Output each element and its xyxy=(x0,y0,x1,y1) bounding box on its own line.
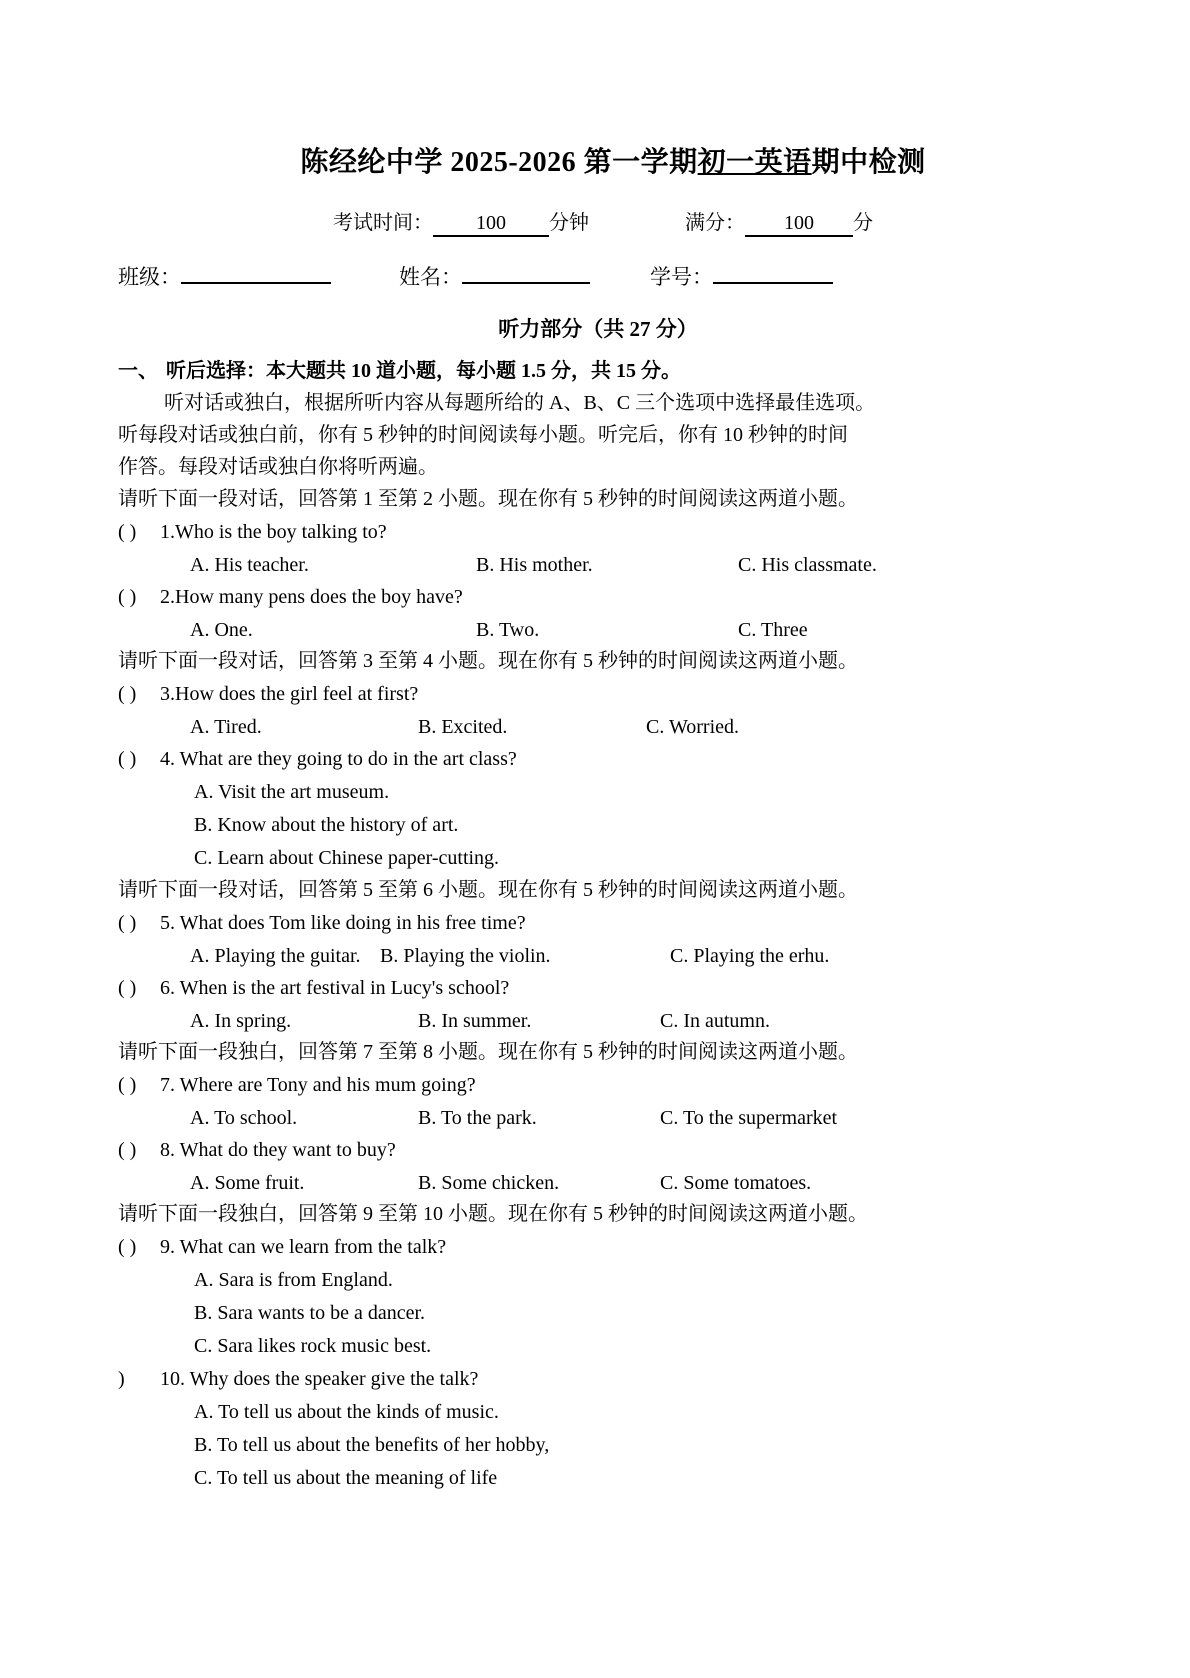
question-7-option-c[interactable]: C. To the supermarket xyxy=(660,1107,838,1129)
question-5-stem: What does Tom like doing in his free time? xyxy=(179,912,526,934)
question-8-option-b[interactable]: B. Some chicken. xyxy=(418,1172,560,1194)
question-7-stem: Where are Tony and his mum going? xyxy=(179,1074,476,1096)
question-1-stem: Who is the boy talking to? xyxy=(175,521,387,543)
question-2-option-a[interactable]: A. One. xyxy=(190,619,253,641)
class-label: 班级： xyxy=(118,265,181,289)
question-5-answer-box[interactable]: ( ) xyxy=(118,912,137,934)
question-2-answer-box[interactable]: ( ) xyxy=(118,586,137,608)
student-id-input-blank[interactable] xyxy=(713,262,833,284)
question-6-number: 6. xyxy=(160,977,180,999)
instruction-line-2-row xyxy=(118,420,1058,450)
question-4-option-b[interactable]: B. Know about the history of art. xyxy=(194,814,459,836)
title-underlined-subject: 初一英语 xyxy=(697,147,812,178)
full-score-value: 100 xyxy=(745,212,853,237)
question-6-option-a[interactable]: A. In spring. xyxy=(190,1010,292,1032)
question-10-answer-box[interactable]: ) xyxy=(118,1368,125,1390)
question-3-answer-box[interactable]: ( ) xyxy=(118,683,137,705)
page-title xyxy=(118,140,1058,180)
question-8-options xyxy=(118,1168,1058,1197)
question-8-option-a[interactable]: A. Some fruit. xyxy=(190,1172,305,1194)
question-2-option-c[interactable]: C. Three xyxy=(738,619,808,641)
question-5-option-a[interactable]: A. Playing the guitar. xyxy=(190,945,361,967)
question-5-stem-row xyxy=(118,908,1058,938)
question-7-answer-box[interactable]: ( ) xyxy=(118,1074,137,1096)
student-id-label: 学号： xyxy=(650,265,713,289)
question-5-options xyxy=(118,941,1058,970)
question-1-answer-box[interactable]: ( ) xyxy=(118,521,137,543)
question-8-number: 8. xyxy=(160,1139,180,1161)
question-7-stem-row xyxy=(118,1070,1058,1100)
question-2-option-b[interactable]: B. Two. xyxy=(476,619,540,641)
name-input-blank[interactable] xyxy=(462,262,590,284)
instruction-line-3: 作答。每段对话或独白你将听两遍。 xyxy=(118,456,438,478)
question-6-stem-row xyxy=(118,973,1058,1003)
question-9-option-c[interactable]: C. Sara likes rock music best. xyxy=(194,1335,432,1357)
question-7-option-a[interactable]: A. To school. xyxy=(190,1107,298,1129)
question-9-option-b[interactable]: B. Sara wants to be a dancer. xyxy=(194,1302,426,1324)
question-7-number: 7. xyxy=(160,1074,180,1096)
listening-cue-1-2: 请听下面一段对话，回答第 1 至第 2 小题。现在你有 5 秒钟的时间阅读这两道小题。 xyxy=(118,488,858,510)
title-after: 期中检测 xyxy=(811,147,926,178)
question-10-number: 10. xyxy=(160,1368,190,1390)
question-9-stem: What can we learn from the talk? xyxy=(179,1236,447,1258)
question-4-answer-box[interactable]: ( ) xyxy=(118,748,137,770)
listening-cue-3-4: 请听下面一段对话，回答第 3 至第 4 小题。现在你有 5 秒钟的时间阅读这两道小题。 xyxy=(118,650,858,672)
question-9-answer-box[interactable]: ( ) xyxy=(118,1236,137,1258)
question-8-stem: What do they want to buy? xyxy=(179,1139,396,1161)
listening-cue-7-8: 请听下面一段独白，回答第 7 至第 8 小题。现在你有 5 秒钟的时间阅读这两道小题。 xyxy=(118,1041,858,1063)
class-input-blank[interactable] xyxy=(181,262,331,284)
question-10-option-b[interactable]: B. To tell us about the benefits of her hobby, xyxy=(194,1434,550,1456)
question-5-option-b[interactable]: B. Playing the violin. xyxy=(380,945,551,967)
name-field xyxy=(399,261,590,291)
exam-duration-label: 考试时间： xyxy=(333,212,433,234)
question-4-stem: What are they going to do in the art class? xyxy=(179,748,517,770)
question-1-option-a[interactable]: A. His teacher. xyxy=(190,554,309,576)
question-9-stem-row xyxy=(118,1232,1058,1262)
question-8-option-c[interactable]: C. Some tomatoes. xyxy=(660,1172,812,1194)
instruction-line-2: 听每段对话或独白前，你有 5 秒钟的时间阅读每小题。听完后，你有 10 秒钟的时间 xyxy=(118,424,848,446)
listening-section-heading: 听力部分（共 27 分） xyxy=(498,317,698,341)
question-3-options xyxy=(118,712,1058,741)
question-2-stem: How many pens does the boy have? xyxy=(175,586,463,608)
listening-cue-9-10: 请听下面一段独白，回答第 9 至第 10 小题。现在你有 5 秒钟的时间阅读这两道小题。 xyxy=(118,1203,868,1225)
question-1-number: 1. xyxy=(160,521,175,543)
exam-duration-field xyxy=(333,206,589,237)
part-one-instructions xyxy=(118,388,1058,418)
full-score-label: 满分： xyxy=(685,212,745,234)
question-3-stem: How does the girl feel at first? xyxy=(175,683,419,705)
question-10-stem: Why does the speaker give the talk? xyxy=(189,1368,479,1390)
student-id-field xyxy=(650,261,833,291)
page-content xyxy=(118,0,1058,1493)
question-10-option-c[interactable]: C. To tell us about the meaning of life xyxy=(194,1467,498,1489)
question-5-option-c[interactable]: C. Playing the erhu. xyxy=(670,945,830,967)
question-3-option-a[interactable]: A. Tired. xyxy=(190,716,262,738)
question-10-stem-row xyxy=(118,1364,1058,1394)
part-one-number: 一、 xyxy=(118,360,158,382)
question-8-stem-row xyxy=(118,1135,1058,1165)
full-score-field xyxy=(685,206,873,237)
exam-duration-unit: 分钟 xyxy=(549,212,589,234)
listening-cue-5-6: 请听下面一段对话，回答第 5 至第 6 小题。现在你有 5 秒钟的时间阅读这两道小题。 xyxy=(118,879,858,901)
instruction-line-1: 听对话或独白，根据所听内容从每题所给的 A、B、C 三个选项中选择最佳选项。 xyxy=(164,392,876,414)
class-field xyxy=(118,261,331,291)
question-1-options xyxy=(118,550,1058,579)
student-info-line xyxy=(118,261,1058,291)
question-1-option-b[interactable]: B. His mother. xyxy=(476,554,593,576)
question-7-option-b[interactable]: B. To the park. xyxy=(418,1107,537,1129)
question-9-option-a[interactable]: A. Sara is from England. xyxy=(194,1269,393,1291)
question-3-stem-row xyxy=(118,679,1058,709)
part-one-heading-text: 听后选择：本大题共 10 道小题，每小题 1.5 分，共 15 分。 xyxy=(166,360,681,382)
question-3-option-b[interactable]: B. Excited. xyxy=(418,716,508,738)
question-3-number: 3. xyxy=(160,683,175,705)
question-4-option-a[interactable]: A. Visit the art museum. xyxy=(194,781,390,803)
question-6-option-c[interactable]: C. In autumn. xyxy=(660,1010,770,1032)
question-6-options xyxy=(118,1006,1058,1035)
question-4-option-c[interactable]: C. Learn about Chinese paper-cutting. xyxy=(194,847,500,869)
part-one-heading xyxy=(118,357,1058,386)
exam-meta-line xyxy=(118,206,1058,237)
question-7-options xyxy=(118,1103,1058,1132)
question-10-option-a[interactable]: A. To tell us about the kinds of music. xyxy=(194,1401,499,1423)
question-9-number: 9. xyxy=(160,1236,180,1258)
question-2-options xyxy=(118,615,1058,644)
question-4-number: 4. xyxy=(160,748,180,770)
title-before: 陈经纶中学 2025-2026 第一学期 xyxy=(300,147,698,178)
question-8-answer-box[interactable]: ( ) xyxy=(118,1139,137,1161)
question-5-number: 5. xyxy=(160,912,180,934)
question-2-stem-row xyxy=(118,582,1058,612)
question-6-answer-box[interactable]: ( ) xyxy=(118,977,137,999)
exam-duration-value: 100 xyxy=(433,212,549,237)
question-6-option-b[interactable]: B. In summer. xyxy=(418,1010,532,1032)
instruction-line-3-row xyxy=(118,452,1058,482)
question-2-number: 2. xyxy=(160,586,175,608)
question-1-option-c[interactable]: C. His classmate. xyxy=(738,554,877,576)
question-1-stem-row xyxy=(118,517,1058,547)
question-3-option-c[interactable]: C. Worried. xyxy=(646,716,740,738)
question-4-stem-row xyxy=(118,744,1058,774)
name-label: 姓名： xyxy=(399,265,462,289)
question-6-stem: When is the art festival in Lucy's school? xyxy=(179,977,510,999)
full-score-unit: 分 xyxy=(853,212,873,234)
